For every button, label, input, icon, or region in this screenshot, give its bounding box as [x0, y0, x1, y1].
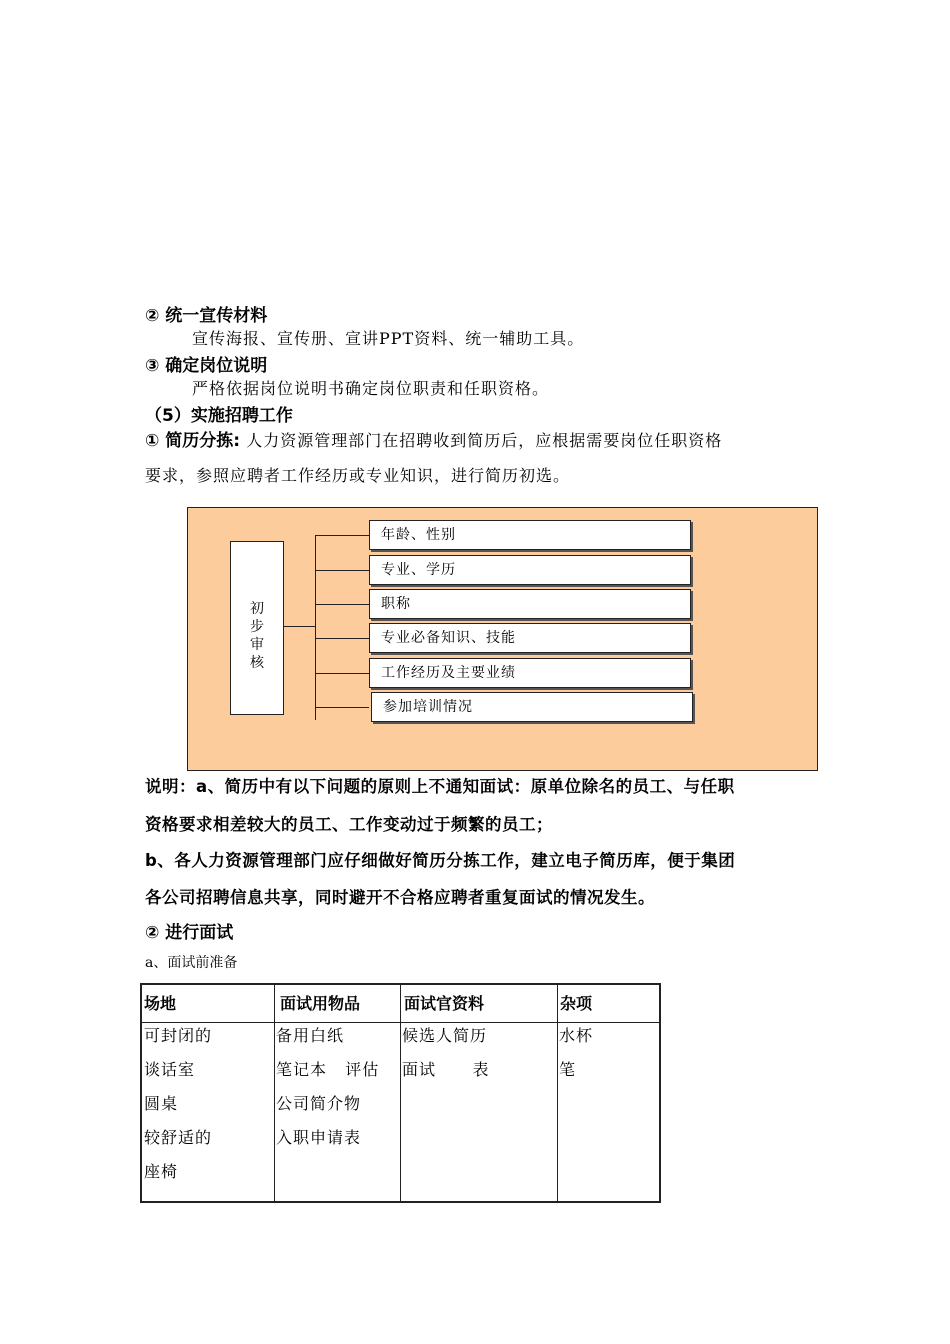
- interview-title: ② 进行面试: [145, 923, 234, 943]
- criteria-box-title: 职称: [369, 589, 691, 619]
- note-line-3: b、各人力资源管理部门应仔细做好简历分拣工作，建立电子简历库，便于集团: [145, 851, 736, 870]
- note-line-4: 各公司招聘信息共享，同时避开不合格应聘者重复面试的情况发生。: [145, 888, 655, 907]
- note-line-2: 资格要求相差较大的员工、工作变动过于频繁的员工；: [145, 815, 553, 834]
- table-cell-misc: 水杯 笔: [559, 1026, 594, 1079]
- connector-trunk: [315, 535, 316, 720]
- criteria-box-skills: 专业必备知识、技能: [369, 623, 691, 653]
- table-column-divider: [274, 985, 275, 1201]
- section-title-job-description: ③ 确定岗位说明: [145, 356, 268, 376]
- section-title-recruitment: （5）实施招聘工作: [145, 406, 293, 426]
- initial-review-char: 初: [250, 601, 264, 617]
- criteria-box-major-education: 专业、学历: [369, 555, 691, 585]
- table-cell-venue: 可封闭的 谈话室 圆桌 较舒适的 座椅: [144, 1026, 213, 1181]
- connector-line: [284, 626, 315, 627]
- initial-review-box: [230, 541, 284, 715]
- connector-line: [315, 535, 369, 536]
- note-line-1: 说明：a、简历中有以下问题的原则上不通知面试：原单位除名的员工、与任职: [145, 777, 735, 796]
- section-body-job-description: 严格依据岗位说明书确定岗位职责和任职资格。: [192, 379, 550, 398]
- table-header-misc: 杂项: [560, 994, 593, 1013]
- criteria-box-experience: 工作经历及主要业绩: [369, 658, 691, 688]
- resume-sorting-label: ① 简历分拣:: [145, 431, 241, 451]
- resume-sorting-paragraph: [145, 426, 722, 451]
- resume-sorting-line1: 人力资源管理部门在招聘收到简历后，应根据需要岗位任职资格: [240, 431, 723, 450]
- initial-review-char: 步: [250, 619, 264, 635]
- table-column-divider: [557, 985, 558, 1201]
- table-column-divider: [400, 985, 401, 1201]
- section-body-publicity: 宣传海报、宣传册、宣讲PPT资料、统一辅助工具。: [192, 329, 585, 348]
- criteria-box-training: 参加培训情况: [371, 692, 693, 722]
- connector-line: [315, 570, 369, 571]
- resume-sorting-line2: 要求，参照应聘者工作经历或专业知识，进行简历初选。: [145, 466, 571, 485]
- connector-line: [315, 707, 369, 708]
- table-cell-materials: 候选人简历 面试 表: [402, 1026, 490, 1079]
- initial-review-char: 核: [250, 655, 264, 671]
- table-header-venue: 场地: [144, 994, 177, 1013]
- interview-prep-subtitle: a、面试前准备: [145, 955, 238, 971]
- criteria-box-age-gender: 年龄、性别: [369, 520, 691, 550]
- connector-line: [315, 604, 369, 605]
- connector-line: [315, 638, 369, 639]
- initial-review-char: 审: [250, 637, 264, 653]
- table-cell-items: 备用白纸 笔记本 评估 公司简介物 入职申请表: [276, 1026, 380, 1147]
- screening-diagram: [187, 507, 818, 771]
- section-title-publicity: ② 统一宣传材料: [145, 306, 268, 326]
- connector-line: [315, 673, 369, 674]
- table-header-materials: 面试官资料: [404, 994, 485, 1013]
- table-header-items: 面试用物品: [280, 994, 361, 1013]
- interview-prep-table: [140, 983, 661, 1203]
